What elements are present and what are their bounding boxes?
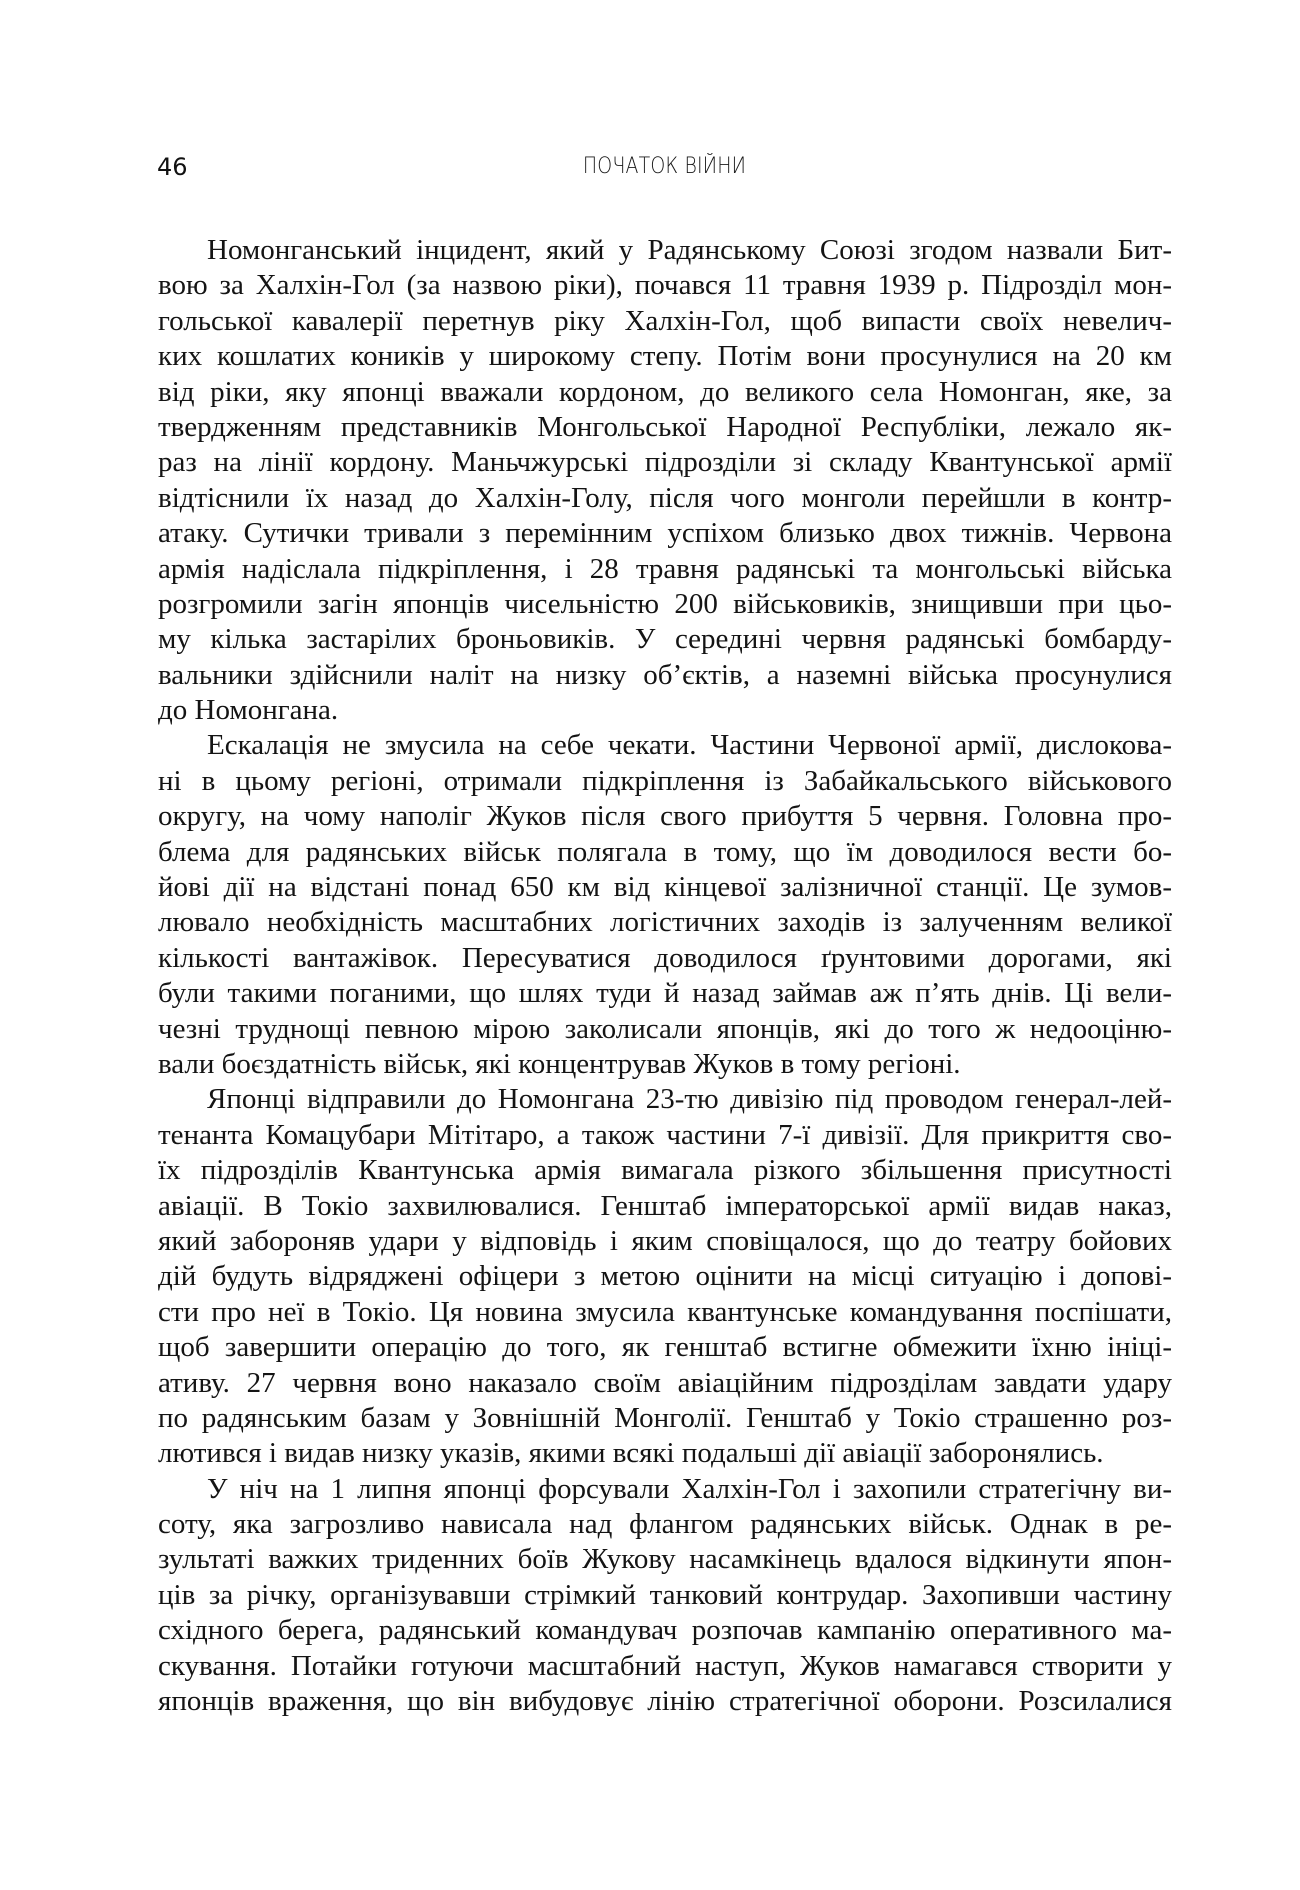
text-line: розгромили загін японців чисельністю 200 військовиків, знищивши при цьо- [158,587,1172,620]
text-line: гольської кавалерії перетнув ріку Халхін-Гол, щоб випасти своїх невелич- [158,304,1172,337]
text-line: У ніч на 1 липня японці форсували Халхін-Гол і захопили стратегічну ви- [207,1472,1172,1505]
text-line: ких кошлатих коників у широкому степу. Потім вони просунулися на 20 км [158,340,1172,373]
text-line: лютився і видав низку указів, якими всякі подальші дії авіації заборонялись. [158,1437,1104,1470]
text-line: вальники здійснили наліт на низку об’єктів, а наземні війська просунулися [158,658,1172,691]
text-line: японців враження, що він вибудовує лінію стратегічної оборони. Розсилалися [158,1685,1172,1718]
text-line: лювало необхідність масштабних логістичних заходів із залученням великої [158,906,1172,939]
text-line: округу, на чому наполіг Жуков після свого прибуття 5 червня. Головна про- [158,800,1172,833]
text-line: Ескалація не змусила на себе чекати. Частини Червоної армії, дислокова- [207,729,1172,762]
paragraph [158,1082,1172,1471]
text-line: ативу. 27 червня воно наказало своїм авіаційним підрозділам завдати удару [158,1366,1172,1399]
text-line: армія надіслала підкріплення, і 28 травня радянські та монгольські війська [158,552,1172,585]
paragraph [158,1472,1172,1720]
text-line: тенанта Комацубари Мітітаро, а також частини 7-ї дивізії. Для прикриття сво- [158,1118,1172,1151]
text-line: атаку. Сутички тривали з перемінним успіхом близько двох тижнів. Червона [158,517,1172,550]
text-line: раз на лінії кордону. Маньчжурські підрозділи зі складу Квантунської армії [158,446,1172,479]
text-line: до Номонгана. [158,694,339,727]
text-line: вою за Халхін-Гол (за назвою ріки), почався 11 травня 1939 р. Підрозділ мон- [158,269,1172,302]
text-line: Номонганський інцидент, який у Радянському Союзі згодом назвали Бит- [207,234,1172,266]
text-line: вали боєздатність військ, які концентрував Жуков в тому регіоні. [158,1047,961,1080]
text-line: йові дії на відстані понад 650 км від кінцевої залізничної станції. Це зумов- [158,871,1172,904]
paragraph [158,233,1172,728]
text-line: який забороняв удари у відповідь і яким сповіщалося, що до театру бойових [158,1224,1172,1257]
text-line: скування. Потайки готуючи масштабний наступ, Жуков намагався створити у [158,1649,1172,1682]
text-line: соту, яка загрозливо нависала над флангом радянських військ. Однак в ре- [158,1508,1172,1541]
text-line: ні в цьому регіоні, отримали підкріплення із Забайкальського військового [158,764,1172,797]
text-line: східного берега, радянський командувач розпочав кампанію оперативного ма- [158,1614,1172,1647]
text-line: відтіснили їх назад до Халхін-Голу, після чого монголи перейшли в контр- [158,481,1172,514]
text-line: твердженням представників Монгольської Народної Республіки, лежало як- [158,410,1172,443]
running-title: ПОЧАТОК ВІЙНИ [582,154,747,179]
text-line: зультаті важких триденних боїв Жукову насамкінець вдалося відкинути япон- [158,1543,1172,1576]
paragraph [158,728,1172,1082]
page-number: 46 [157,153,188,181]
text-line: сти про неї в Токіо. Ця новина змусила квантунське командування поспішати, [158,1295,1172,1328]
running-head [157,150,1172,184]
text-line: їх підрозділів Квантунська армія вимагала різкого збільшення присутності [158,1154,1172,1187]
text-line: ців за річку, організувавши стрімкий танковий контрудар. Захопивши частину [158,1578,1172,1611]
text-line: щоб завершити операцію до того, як генштаб встигне обмежити їхню ініці- [158,1331,1172,1364]
text-line: кількості вантажівок. Пересуватися доводилося ґрунтовими дорогами, які [158,941,1172,974]
text-line: були такими поганими, що шлях туди й назад займав аж п’ять днів. Ці вели- [158,977,1172,1010]
text-line: авіації. В Токіо захвилювалися. Генштаб імператорської армії видав наказ, [158,1189,1172,1222]
text-line: від ріки, яку японці вважали кордоном, до великого села Номонган, яке, за [158,375,1172,408]
text-line: по радянським базам у Зовнішній Монголії. Генштаб у Токіо страшенно роз- [158,1401,1172,1434]
text-line: чезні труднощі певною мірою заколисали японців, які до того ж недооціню- [158,1012,1172,1045]
text-line: Японці відправили до Номонгана 23-тю дивізію під проводом генерал-лей- [207,1083,1172,1116]
text-line: блема для радянських військ полягала в тому, що їм доводилося вести бо- [158,835,1172,868]
text-line: дій будуть відряджені офіцери з метою оцінити на місці ситуацію і допові- [158,1260,1172,1293]
body-text [158,233,1172,1719]
text-line: му кілька застарілих броньовиків. У середині червня радянські бомбарду- [158,623,1172,656]
